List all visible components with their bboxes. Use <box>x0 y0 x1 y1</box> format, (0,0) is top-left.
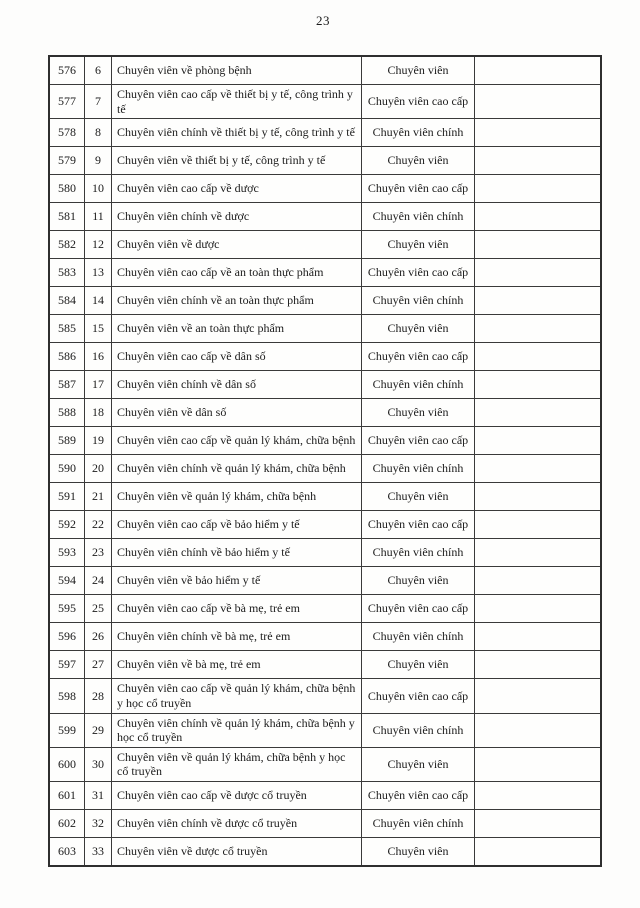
row-sub-number-cell: 22 <box>85 511 112 538</box>
table-row <box>50 399 600 427</box>
job-title-cell: Chuyên viên về thiết bị y tế, công trình y tế <box>112 147 362 174</box>
empty-cell <box>475 147 600 174</box>
row-sub-number-cell: 31 <box>85 782 112 809</box>
row-number-cell: 602 <box>50 810 85 837</box>
row-number-cell: 576 <box>50 57 85 84</box>
table-row <box>50 343 600 371</box>
rank-cell: Chuyên viên cao cấp <box>362 595 475 622</box>
row-sub-number-cell: 14 <box>85 287 112 314</box>
rank-cell: Chuyên viên chính <box>362 623 475 650</box>
row-sub-number-cell: 17 <box>85 371 112 398</box>
row-number-cell: 581 <box>50 203 85 230</box>
empty-cell <box>475 838 600 865</box>
empty-cell <box>475 231 600 258</box>
job-title-cell: Chuyên viên chính về dược <box>112 203 362 230</box>
table-row <box>50 231 600 259</box>
job-title-cell: Chuyên viên chính về thiết bị y tế, công trình y tế <box>112 119 362 146</box>
empty-cell <box>475 203 600 230</box>
empty-cell <box>475 782 600 809</box>
table-row <box>50 623 600 651</box>
row-sub-number-cell: 21 <box>85 483 112 510</box>
table-row <box>50 483 600 511</box>
table-row <box>50 119 600 147</box>
row-number-cell: 592 <box>50 511 85 538</box>
table-row <box>50 714 600 748</box>
rank-cell: Chuyên viên <box>362 567 475 594</box>
table-row <box>50 595 600 623</box>
empty-cell <box>475 748 600 781</box>
page-number: 23 <box>316 13 330 28</box>
empty-cell <box>475 511 600 538</box>
job-title-cell: Chuyên viên chính về quản lý khám, chữa bệnh <box>112 455 362 482</box>
row-number-cell: 594 <box>50 567 85 594</box>
row-number-cell: 587 <box>50 371 85 398</box>
job-title-cell: Chuyên viên chính về quản lý khám, chữa bệnh y học cổ truyền <box>112 714 362 747</box>
rank-cell: Chuyên viên <box>362 399 475 426</box>
row-sub-number-cell: 7 <box>85 85 112 118</box>
row-number-cell: 591 <box>50 483 85 510</box>
rank-cell: Chuyên viên chính <box>362 371 475 398</box>
job-title-cell: Chuyên viên về dân số <box>112 399 362 426</box>
rank-cell: Chuyên viên chính <box>362 714 475 747</box>
empty-cell <box>475 455 600 482</box>
empty-cell <box>475 315 600 342</box>
table-row <box>50 810 600 838</box>
table-row <box>50 315 600 343</box>
row-sub-number-cell: 27 <box>85 651 112 678</box>
row-number-cell: 578 <box>50 119 85 146</box>
table-row <box>50 203 600 231</box>
row-sub-number-cell: 26 <box>85 623 112 650</box>
job-title-cell: Chuyên viên chính về dân số <box>112 371 362 398</box>
empty-cell <box>475 567 600 594</box>
row-sub-number-cell: 18 <box>85 399 112 426</box>
rank-cell: Chuyên viên cao cấp <box>362 85 475 118</box>
row-number-cell: 601 <box>50 782 85 809</box>
empty-cell <box>475 119 600 146</box>
row-number-cell: 584 <box>50 287 85 314</box>
row-number-cell: 590 <box>50 455 85 482</box>
row-sub-number-cell: 15 <box>85 315 112 342</box>
row-number-cell: 589 <box>50 427 85 454</box>
row-sub-number-cell: 33 <box>85 838 112 865</box>
job-title-cell: Chuyên viên về quản lý khám, chữa bệnh y học cổ truyền <box>112 748 362 781</box>
rank-cell: Chuyên viên cao cấp <box>362 343 475 370</box>
empty-cell <box>475 651 600 678</box>
rank-cell: Chuyên viên <box>362 651 475 678</box>
row-number-cell: 603 <box>50 838 85 865</box>
row-number-cell: 577 <box>50 85 85 118</box>
table-row <box>50 259 600 287</box>
table-row <box>50 427 600 455</box>
row-sub-number-cell: 32 <box>85 810 112 837</box>
row-sub-number-cell: 9 <box>85 147 112 174</box>
row-number-cell: 585 <box>50 315 85 342</box>
job-title-cell: Chuyên viên cao cấp về quản lý khám, chữa bệnh y học cổ truyền <box>112 679 362 712</box>
row-sub-number-cell: 12 <box>85 231 112 258</box>
table-row <box>50 838 600 865</box>
row-number-cell: 600 <box>50 748 85 781</box>
job-title-cell: Chuyên viên cao cấp về dân số <box>112 343 362 370</box>
row-sub-number-cell: 23 <box>85 539 112 566</box>
row-number-cell: 595 <box>50 595 85 622</box>
rank-cell: Chuyên viên <box>362 147 475 174</box>
rank-cell: Chuyên viên cao cấp <box>362 259 475 286</box>
rank-cell: Chuyên viên <box>362 231 475 258</box>
row-sub-number-cell: 20 <box>85 455 112 482</box>
row-sub-number-cell: 11 <box>85 203 112 230</box>
rank-cell: Chuyên viên chính <box>362 287 475 314</box>
row-sub-number-cell: 24 <box>85 567 112 594</box>
rank-cell: Chuyên viên chính <box>362 119 475 146</box>
job-title-cell: Chuyên viên về phòng bệnh <box>112 57 362 84</box>
rank-cell: Chuyên viên chính <box>362 203 475 230</box>
row-sub-number-cell: 16 <box>85 343 112 370</box>
empty-cell <box>475 57 600 84</box>
table-row <box>50 147 600 175</box>
table-row <box>50 175 600 203</box>
job-title-cell: Chuyên viên cao cấp về dược cổ truyền <box>112 782 362 809</box>
empty-cell <box>475 371 600 398</box>
row-number-cell: 579 <box>50 147 85 174</box>
rank-cell: Chuyên viên <box>362 748 475 781</box>
empty-cell <box>475 287 600 314</box>
table-row <box>50 651 600 679</box>
empty-cell <box>475 259 600 286</box>
job-title-cell: Chuyên viên cao cấp về bà mẹ, trẻ em <box>112 595 362 622</box>
row-sub-number-cell: 8 <box>85 119 112 146</box>
row-number-cell: 593 <box>50 539 85 566</box>
job-positions-table <box>48 55 602 867</box>
empty-cell <box>475 85 600 118</box>
job-title-cell: Chuyên viên về bảo hiểm y tế <box>112 567 362 594</box>
row-number-cell: 597 <box>50 651 85 678</box>
row-sub-number-cell: 25 <box>85 595 112 622</box>
rank-cell: Chuyên viên cao cấp <box>362 679 475 712</box>
empty-cell <box>475 714 600 747</box>
rank-cell: Chuyên viên chính <box>362 455 475 482</box>
job-title-cell: Chuyên viên cao cấp về an toàn thực phẩm <box>112 259 362 286</box>
row-sub-number-cell: 30 <box>85 748 112 781</box>
table-row <box>50 567 600 595</box>
job-title-cell: Chuyên viên về quản lý khám, chữa bệnh <box>112 483 362 510</box>
job-title-cell: Chuyên viên chính về dược cổ truyền <box>112 810 362 837</box>
row-sub-number-cell: 28 <box>85 679 112 712</box>
empty-cell <box>475 483 600 510</box>
job-title-cell: Chuyên viên chính về an toàn thực phẩm <box>112 287 362 314</box>
table-row <box>50 511 600 539</box>
row-number-cell: 586 <box>50 343 85 370</box>
job-title-cell: Chuyên viên về dược cổ truyền <box>112 838 362 865</box>
job-title-cell: Chuyên viên cao cấp về dược <box>112 175 362 202</box>
table-row <box>50 679 600 713</box>
rank-cell: Chuyên viên <box>362 483 475 510</box>
row-sub-number-cell: 19 <box>85 427 112 454</box>
empty-cell <box>475 343 600 370</box>
row-number-cell: 588 <box>50 399 85 426</box>
empty-cell <box>475 810 600 837</box>
job-title-cell: Chuyên viên về dược <box>112 231 362 258</box>
table-row <box>50 782 600 810</box>
row-number-cell: 583 <box>50 259 85 286</box>
job-title-cell: Chuyên viên cao cấp về quản lý khám, chữa bệnh <box>112 427 362 454</box>
rank-cell: Chuyên viên <box>362 315 475 342</box>
empty-cell <box>475 679 600 712</box>
row-number-cell: 580 <box>50 175 85 202</box>
row-sub-number-cell: 10 <box>85 175 112 202</box>
rank-cell: Chuyên viên cao cấp <box>362 427 475 454</box>
table-row <box>50 287 600 315</box>
table-row <box>50 455 600 483</box>
rank-cell: Chuyên viên <box>362 57 475 84</box>
rank-cell: Chuyên viên cao cấp <box>362 782 475 809</box>
table-row <box>50 539 600 567</box>
job-title-cell: Chuyên viên chính về bảo hiểm y tế <box>112 539 362 566</box>
job-title-cell: Chuyên viên cao cấp về thiết bị y tế, công trình y tế <box>112 85 362 118</box>
row-sub-number-cell: 6 <box>85 57 112 84</box>
table-row <box>50 85 600 119</box>
row-number-cell: 598 <box>50 679 85 712</box>
rank-cell: Chuyên viên <box>362 838 475 865</box>
row-number-cell: 596 <box>50 623 85 650</box>
table-row <box>50 57 600 85</box>
table-row <box>50 371 600 399</box>
rank-cell: Chuyên viên chính <box>362 810 475 837</box>
empty-cell <box>475 175 600 202</box>
job-title-cell: Chuyên viên về bà mẹ, trẻ em <box>112 651 362 678</box>
rank-cell: Chuyên viên chính <box>362 539 475 566</box>
job-title-cell: Chuyên viên chính về bà mẹ, trẻ em <box>112 623 362 650</box>
empty-cell <box>475 539 600 566</box>
empty-cell <box>475 399 600 426</box>
rank-cell: Chuyên viên cao cấp <box>362 175 475 202</box>
table-row <box>50 748 600 782</box>
row-sub-number-cell: 29 <box>85 714 112 747</box>
empty-cell <box>475 595 600 622</box>
row-number-cell: 599 <box>50 714 85 747</box>
rank-cell: Chuyên viên cao cấp <box>362 511 475 538</box>
row-number-cell: 582 <box>50 231 85 258</box>
job-title-cell: Chuyên viên cao cấp về bảo hiểm y tế <box>112 511 362 538</box>
empty-cell <box>475 427 600 454</box>
empty-cell <box>475 623 600 650</box>
row-sub-number-cell: 13 <box>85 259 112 286</box>
job-title-cell: Chuyên viên về an toàn thực phẩm <box>112 315 362 342</box>
